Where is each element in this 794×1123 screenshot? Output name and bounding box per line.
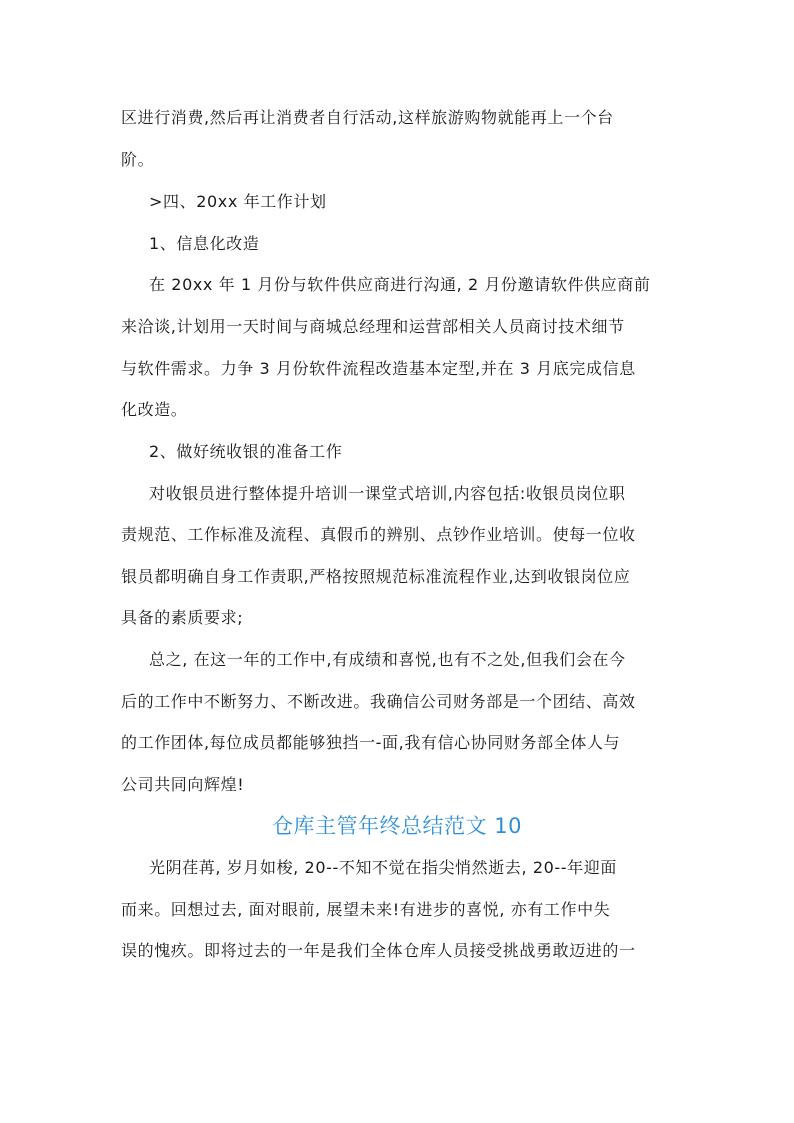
item-title: 1、信息化改造 (149, 234, 260, 253)
paragraph-line: 责规范、工作标准及流程、真假币的辨别、点钞作业培训。使每一位收 (121, 525, 636, 544)
paragraph-line: 银员都明确自身工作责职,严格按照规范标准流程作业,达到收银岗位应 (121, 567, 631, 586)
paragraph-line: 公司共同向辉煌! (121, 775, 245, 794)
paragraph-line: 而来。回想过去, 面对眼前, 展望未来!有进步的喜悦, 亦有工作中失 (121, 900, 611, 919)
article-title: 仓库主管年终总结范文 10 (272, 814, 522, 838)
paragraph-line: 总之, 在这一年的工作中,有成绩和喜悦,也有不之处,但我们会在今 (149, 650, 626, 669)
paragraph-line: 阶。 (121, 150, 155, 169)
item-title: 2、做好统收银的准备工作 (149, 442, 343, 461)
paragraph-line: 来洽谈,计划用一天时间与商城总经理和运营部相关人员商讨技术细节 (121, 317, 625, 336)
paragraph-line: 对收银员进行整体提升培训一课堂式培训,内容包括:收银员岗位职 (149, 484, 626, 503)
paragraph-line: 在 20xx 年 1 月份与软件供应商进行沟通, 2 月份邀请软件供应商前 (149, 275, 651, 294)
paragraph-line: 区进行消费,然后再让消费者自行活动,这样旅游购物就能再上一个台 (121, 108, 614, 127)
paragraph-line: 光阴荏苒, 岁月如梭, 20--不知不觉在指尖悄然逝去, 20--年迎面 (149, 858, 617, 877)
paragraph-line: 化改造。 (121, 400, 188, 419)
paragraph-line: 具备的素质要求; (121, 608, 244, 627)
section-heading: >四、20xx 年工作计划 (149, 192, 327, 211)
paragraph-line: 与软件需求。力争 3 月份软件流程改造基本定型,并在 3 月底完成信息 (121, 359, 636, 378)
paragraph-line: 的工作团体,每位成员都能够独挡一-面,我有信心协同财务部全体人与 (121, 733, 621, 752)
paragraph-line: 误的愧疚。即将过去的一年是我们全体仓库人员接受挑战勇敢迈进的一 (121, 941, 636, 960)
paragraph-line: 后的工作中不断努力、不断改进。我确信公司财务部是一个团结、高效 (121, 692, 636, 711)
